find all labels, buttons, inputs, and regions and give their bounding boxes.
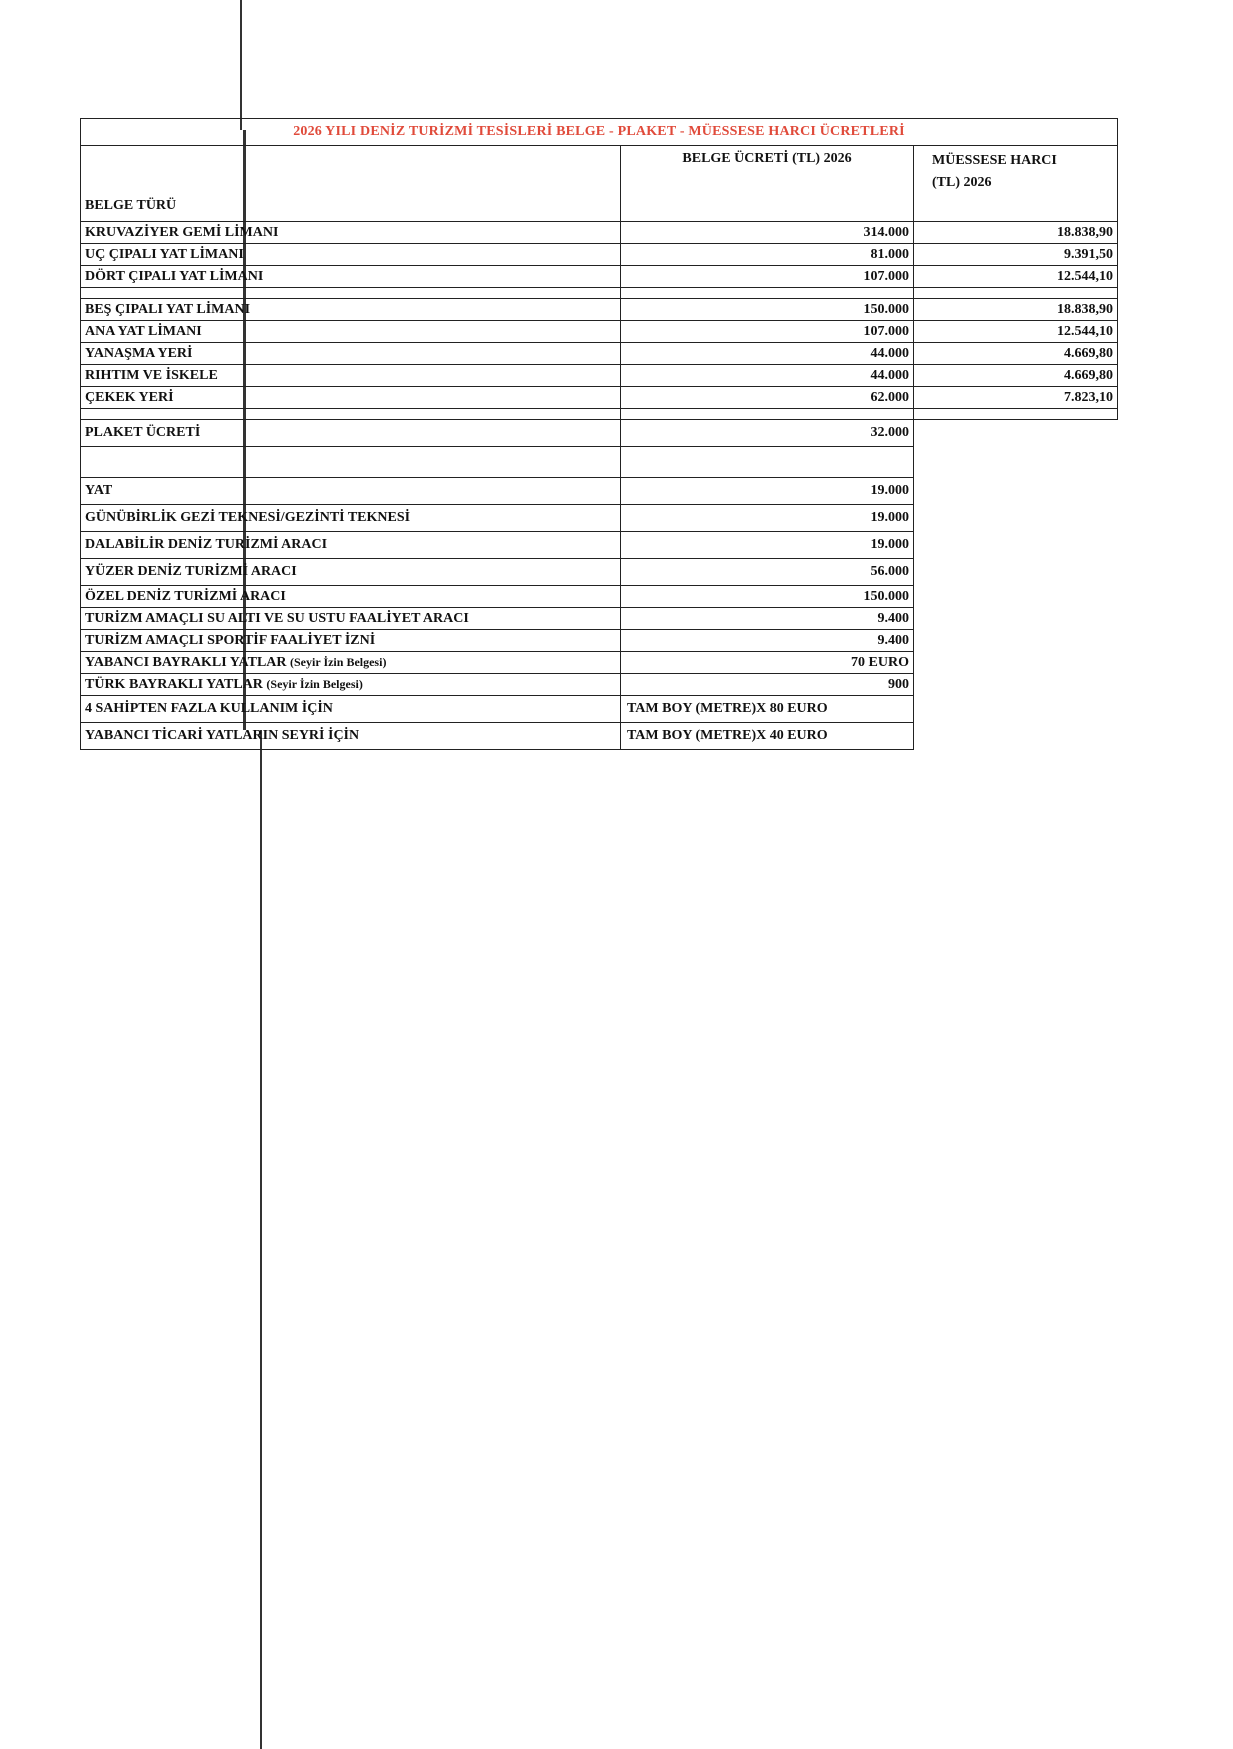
scan-artifact-line <box>260 730 262 1749</box>
header-muessese-harci <box>914 146 1118 222</box>
table-row <box>81 532 1118 559</box>
row-fee: 107.000 <box>621 321 914 343</box>
row-label: 4 SAHİPTEN FAZLA KULLANIM İÇİN <box>81 696 621 723</box>
row-harc: 7.823,10 <box>914 387 1118 409</box>
row-fee: 56.000 <box>621 559 914 586</box>
fee-table <box>80 118 1118 750</box>
table-row <box>81 723 1118 750</box>
row-harc: 4.669,80 <box>914 343 1118 365</box>
row-fee: 19.000 <box>621 532 914 559</box>
row-label: DÖRT ÇIPALI YAT LİMANI <box>81 266 621 288</box>
row-label: TURİZM AMAÇLI SPORTİF FAALİYET İZNİ <box>81 630 621 652</box>
row-label <box>81 674 621 696</box>
row-label: TURİZM AMAÇLI SU ALTI VE SU USTU FAALİYET ARACI <box>81 608 621 630</box>
row-harc: 9.391,50 <box>914 244 1118 266</box>
table-title: 2026 YILI DENİZ TURİZMİ TESİSLERİ BELGE - PLAKET - MÜESSESE HARCI ÜCRETLERİ <box>81 119 1118 146</box>
plaket-label: PLAKET ÜCRETİ <box>81 420 621 447</box>
row-label: DALABİLİR DENİZ TURİZMİ ARACI <box>81 532 621 559</box>
row-harc: 4.669,80 <box>914 365 1118 387</box>
table-row <box>81 321 1118 343</box>
spacer-row <box>81 409 1118 420</box>
header-muessese-line2: (TL) 2026 <box>932 175 992 191</box>
row-fee: 44.000 <box>621 365 914 387</box>
table-row <box>81 505 1118 532</box>
row-fee: 107.000 <box>621 266 914 288</box>
row-label: ÇEKEK YERİ <box>81 387 621 409</box>
table-row <box>81 222 1118 244</box>
spacer-row <box>81 447 1118 478</box>
table-row <box>81 559 1118 586</box>
row-label: KRUVAZİYER GEMİ LİMANI <box>81 222 621 244</box>
header-belge-turu: BELGE TÜRÜ <box>81 146 621 222</box>
row-label-note: (Seyir İzin Belgesi) <box>290 654 387 669</box>
table-row <box>81 696 1118 723</box>
table-row <box>81 586 1118 608</box>
title-row <box>81 119 1118 146</box>
row-label: RIHTIM VE İSKELE <box>81 365 621 387</box>
row-fee: 19.000 <box>621 505 914 532</box>
row-label-main: YABANCI BAYRAKLI YATLAR <box>85 654 287 670</box>
table-row <box>81 299 1118 321</box>
row-label-main: TÜRK BAYRAKLI YATLAR <box>85 676 263 692</box>
table-row <box>81 365 1118 387</box>
row-fee: 900 <box>621 674 914 696</box>
row-harc: 18.838,90 <box>914 222 1118 244</box>
row-label: GÜNÜBİRLİK GEZİ TEKNESİ/GEZİNTİ TEKNESİ <box>81 505 621 532</box>
row-label: UÇ ÇIPALI YAT LİMANI <box>81 244 621 266</box>
header-belge-ucreti: BELGE ÜCRETİ (TL) 2026 <box>621 146 914 222</box>
row-fee: 62.000 <box>621 387 914 409</box>
row-fee: TAM BOY (METRE)X 40 EURO <box>621 723 914 750</box>
row-label-note: (Seyir İzin Belgesi) <box>266 676 363 691</box>
row-label: ANA YAT LİMANI <box>81 321 621 343</box>
spacer-row <box>81 288 1118 299</box>
scan-artifact-line <box>240 0 242 130</box>
table-row <box>81 630 1118 652</box>
row-label: BEŞ ÇIPALI YAT LİMANI <box>81 299 621 321</box>
row-label <box>81 652 621 674</box>
row-label: YABANCI TİCARİ YATLARIN SEYRİ İÇİN <box>81 723 621 750</box>
row-label: YÜZER DENİZ TURİZMİ ARACI <box>81 559 621 586</box>
table-row <box>81 478 1118 505</box>
table-row <box>81 674 1118 696</box>
row-fee: 44.000 <box>621 343 914 365</box>
row-fee: 9.400 <box>621 608 914 630</box>
row-harc: 18.838,90 <box>914 299 1118 321</box>
row-fee: 81.000 <box>621 244 914 266</box>
header-muessese-line1: MÜESSESE HARCI <box>932 153 1057 168</box>
row-label: YANAŞMA YERİ <box>81 343 621 365</box>
row-fee: 150.000 <box>621 586 914 608</box>
row-label: YAT <box>81 478 621 505</box>
table-row <box>81 652 1118 674</box>
row-label: ÖZEL DENİZ TURİZMİ ARACI <box>81 586 621 608</box>
row-harc: 12.544,10 <box>914 321 1118 343</box>
plaket-fee: 32.000 <box>621 420 914 447</box>
header-row <box>81 146 1118 222</box>
row-fee: TAM BOY (METRE)X 80 EURO <box>621 696 914 723</box>
table-row <box>81 244 1118 266</box>
row-fee: 150.000 <box>621 299 914 321</box>
table-row <box>81 343 1118 365</box>
row-harc: 12.544,10 <box>914 266 1118 288</box>
table-row <box>81 266 1118 288</box>
table-row <box>81 608 1118 630</box>
table-row <box>81 387 1118 409</box>
row-fee: 9.400 <box>621 630 914 652</box>
row-fee: 314.000 <box>621 222 914 244</box>
row-fee: 70 EURO <box>621 652 914 674</box>
plaket-row <box>81 420 1118 447</box>
row-fee: 19.000 <box>621 478 914 505</box>
